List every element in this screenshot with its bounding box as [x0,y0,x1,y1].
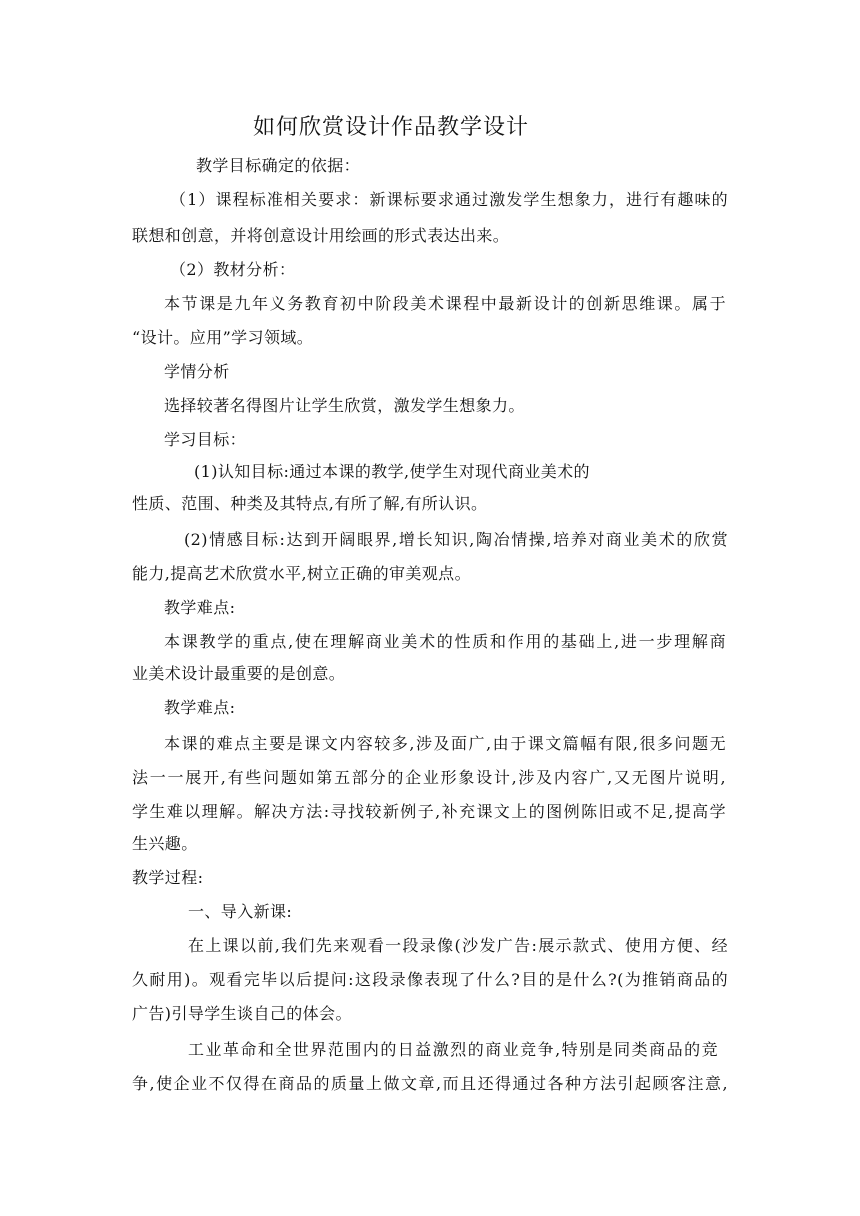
paragraph-line: 联想和创意，并将创意设计用绘画的形式表达出来。 [132,226,510,245]
paragraph-line: 选择较著名得图片让学生欣赏，激发学生想象力。 [164,396,525,415]
heading-student-analysis: 学情分析 [164,362,230,381]
paragraph-line: 性质、范围、种类及其特点,有所了解,有所认识。 [132,494,488,513]
paragraph-line: 能力,提高艺术欣赏水平,树立正确的审美观点。 [132,564,471,583]
paragraph-line: 本节课是九年义务教育初中阶段美术课程中最新设计的创新思维课。属于 [164,294,726,313]
paragraph-line: 生兴趣。 [132,834,198,853]
document-title: 如何欣赏设计作品教学设计 [253,115,530,140]
paragraph-line: 久耐用)。观看完毕以后提问:这段录像表现了什么?目的是什么?(为推销商品的 [132,970,728,989]
paragraph-line: 学生难以理解。解决方法:寻找较新例子,补充课文上的图例陈旧或不足,提高学 [132,802,726,821]
heading-basis: 教学目标确定的依据： [196,156,361,175]
heading-teaching-process: 教学过程: [132,868,204,887]
paragraph-line: “设计。应用”学习领域。 [132,328,314,347]
paragraph-line: 在上课以前,我们先来观看一段录像(沙发广告:展示款式、使用方便、经 [188,936,728,955]
paragraph-line: (2)情感目标:达到开阔眼界,增长知识,陶冶情操,培养对商业美术的欣赏 [184,530,728,549]
paragraph-line: 本课的难点主要是课文内容较多,涉及面广,由于课文篇幅有限,很多问题无 [164,734,726,753]
paragraph-line: 业美术设计最重要的是创意。 [132,664,346,683]
paragraph-line: 本课教学的重点,使在理解商业美术的性质和作用的基础上,进一步理解商 [164,632,726,651]
heading-difficulty: 教学难点: [164,698,236,717]
paragraph-line: 争,使企业不仅得在商品的质量上做文章,而且还得通过各种方法引起顾客注意, [132,1074,728,1093]
paragraph-line: (1)认知目标:通过本课的教学,使学生对现代商业美术的 [194,462,590,481]
paragraph-line: 法一一展开,有些问题如第五部分的企业形象设计,涉及内容广,又无图片说明, [132,768,726,787]
heading-textbook-analysis: （2）教材分析： [170,260,296,279]
heading-intro: 一、导入新课: [188,902,293,921]
paragraph-line: （1）课程标准相关要求：新课标要求通过激发学生想象力，进行有趣味的 [170,190,728,209]
heading-difficulty: 教学难点: [164,598,236,617]
paragraph-line: 广告)引导学生谈自己的体会。 [132,1004,352,1023]
paragraph-line: 工业革命和全世界范围内的日益激烈的商业竞争,特别是同类商品的竞 [188,1040,718,1059]
heading-learning-goals: 学习目标： [164,430,247,449]
